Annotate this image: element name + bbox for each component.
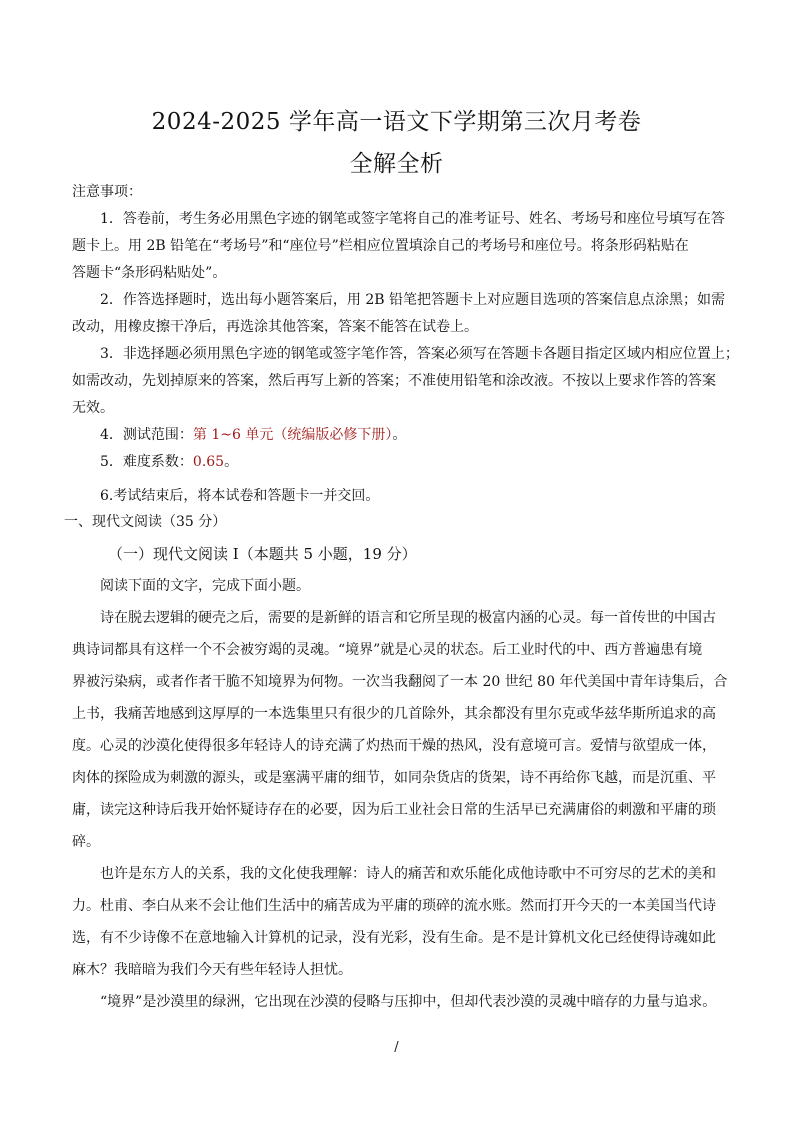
note-3-line-2: 如需改动，先划掉原来的答案，然后再写上新的答案；不准使用铅笔和涂改液。不按以上要求作答的答案 — [72, 373, 716, 389]
test-scope-value: 第 1~6 单元（统编版必修下册） — [192, 427, 393, 443]
note-5-label: 5．难度系数： — [100, 454, 193, 470]
note-1-line-3: 答题卡“条形码粘贴处”。 — [72, 265, 227, 281]
passage-p2-line-2: 力。杜甫、李白从来不会让他们生活中的痛苦成为平庸的琐碎的流水账。然而打开今天的一本美国当代诗 — [72, 898, 716, 914]
page-title: 2024-2025 学年高一语文下学期第三次月考卷 — [151, 109, 642, 135]
passage-p2-line-4: 麻木？我暗暗为我们今天有些年轻诗人担忧。 — [72, 962, 352, 978]
note-1-line-1: 1．答卷前，考生务必用黑色字迹的钢笔或签字笔将自己的准考证号、姓名、考场号和座位号填写在答 — [100, 211, 725, 227]
page-number: / — [394, 1040, 399, 1055]
passage-p1-line-2: 典诗词都具有这样一个不会被穷竭的灵魂。“境界”就是心灵的状态。后工业时代的中、西方普遍患有境 — [72, 642, 703, 658]
notes-heading: 注意事项： — [72, 184, 142, 200]
note-3-line-1: 3．非选择题必须用黑色字迹的钢笔或签字笔作答，答案必须写在答题卡各题目指定区域内相应位置上； — [100, 346, 739, 362]
passage-p3-line-1: “境界”是沙漠里的绿洲，它出现在沙漠的侵略与压抑中，但却代表沙漠的灵魂中暗存的力量与追求。 — [100, 994, 717, 1010]
passage-p1-line-4: 上书，我痛苦地感到这厚厚的一本选集里只有很少的几首除外，其余都没有里尔克或华兹华斯所追求的高 — [72, 706, 716, 722]
note-1-line-2: 题卡上。用 2B 铅笔在“考场号”和“座位号”栏相应位置填涂自己的考场号和座位号。将条形码粘贴在 — [72, 238, 689, 254]
note-5 — [100, 452, 760, 472]
note-2-line-1: 2．作答选择题时，选出每小题答案后，用 2B 铅笔把答题卡上对应题目选项的答案信息点涂黑；如需 — [100, 292, 726, 308]
note-5-suffix: 。 — [224, 454, 239, 470]
sub-heading: （一）现代文阅读 I（本题共 5 小题，19 分） — [108, 545, 417, 563]
note-2-line-2: 改动，用橡皮擦干净后，再选涂其他答案，答案不能答在试卷上。 — [72, 319, 478, 335]
passage-p2-line-1: 也许是东方人的关系，我的文化使我理解：诗人的痛苦和欢乐能化成他诗歌中不可穷尽的艺术的美和 — [100, 866, 716, 882]
passage-p1-line-8: 碎。 — [72, 834, 100, 850]
note-4 — [100, 425, 760, 445]
difficulty-value: 0.65 — [192, 454, 225, 470]
passage-p1-line-1: 诗在脱去逻辑的硬壳之后，需要的是新鲜的语言和它所呈现的极富内涵的心灵。每一首传世的中国古 — [100, 610, 716, 626]
passage-p1-line-3: 界被污染病，或者作者干脆不知境界为何物。一次当我翻阅了一本 20 世纪 80 年代美国中青年诗集后，合 — [72, 674, 728, 690]
passage-p1-line-7: 庸，读完这种诗后我开始怀疑诗存在的必要，因为后工业社会日常的生活早已充满庸俗的刺激和平庸的琐 — [72, 802, 716, 818]
note-6: 6.考试结束后，将本试卷和答题卡一并交回。 — [100, 488, 380, 504]
note-4-suffix: 。 — [392, 427, 407, 443]
passage-p1-line-5: 度。心灵的沙漠化使得很多年轻诗人的诗充满了灼热而干燥的热风，没有意境可言。爱情与欲望成一体， — [72, 738, 716, 754]
page-subtitle: 全解全析 — [349, 151, 444, 177]
instruction: 阅读下面的文字，完成下面小题。 — [100, 578, 310, 594]
note-4-label: 4．测试范围： — [100, 427, 193, 443]
part-heading: 一、现代文阅读（35 分） — [64, 514, 227, 530]
passage-p2-line-3: 选，有不少诗像不在意地输入计算机的记录，没有光彩，没有生命。是不是计算机文化已经使得诗魂如此 — [72, 930, 716, 946]
note-3-line-3: 无效。 — [72, 400, 114, 416]
passage-p1-line-6: 肉体的探险成为刺激的源头，或是塞满平庸的细节，如同杂货店的货架，诗不再给你飞越，而是沉重、平 — [72, 770, 716, 786]
